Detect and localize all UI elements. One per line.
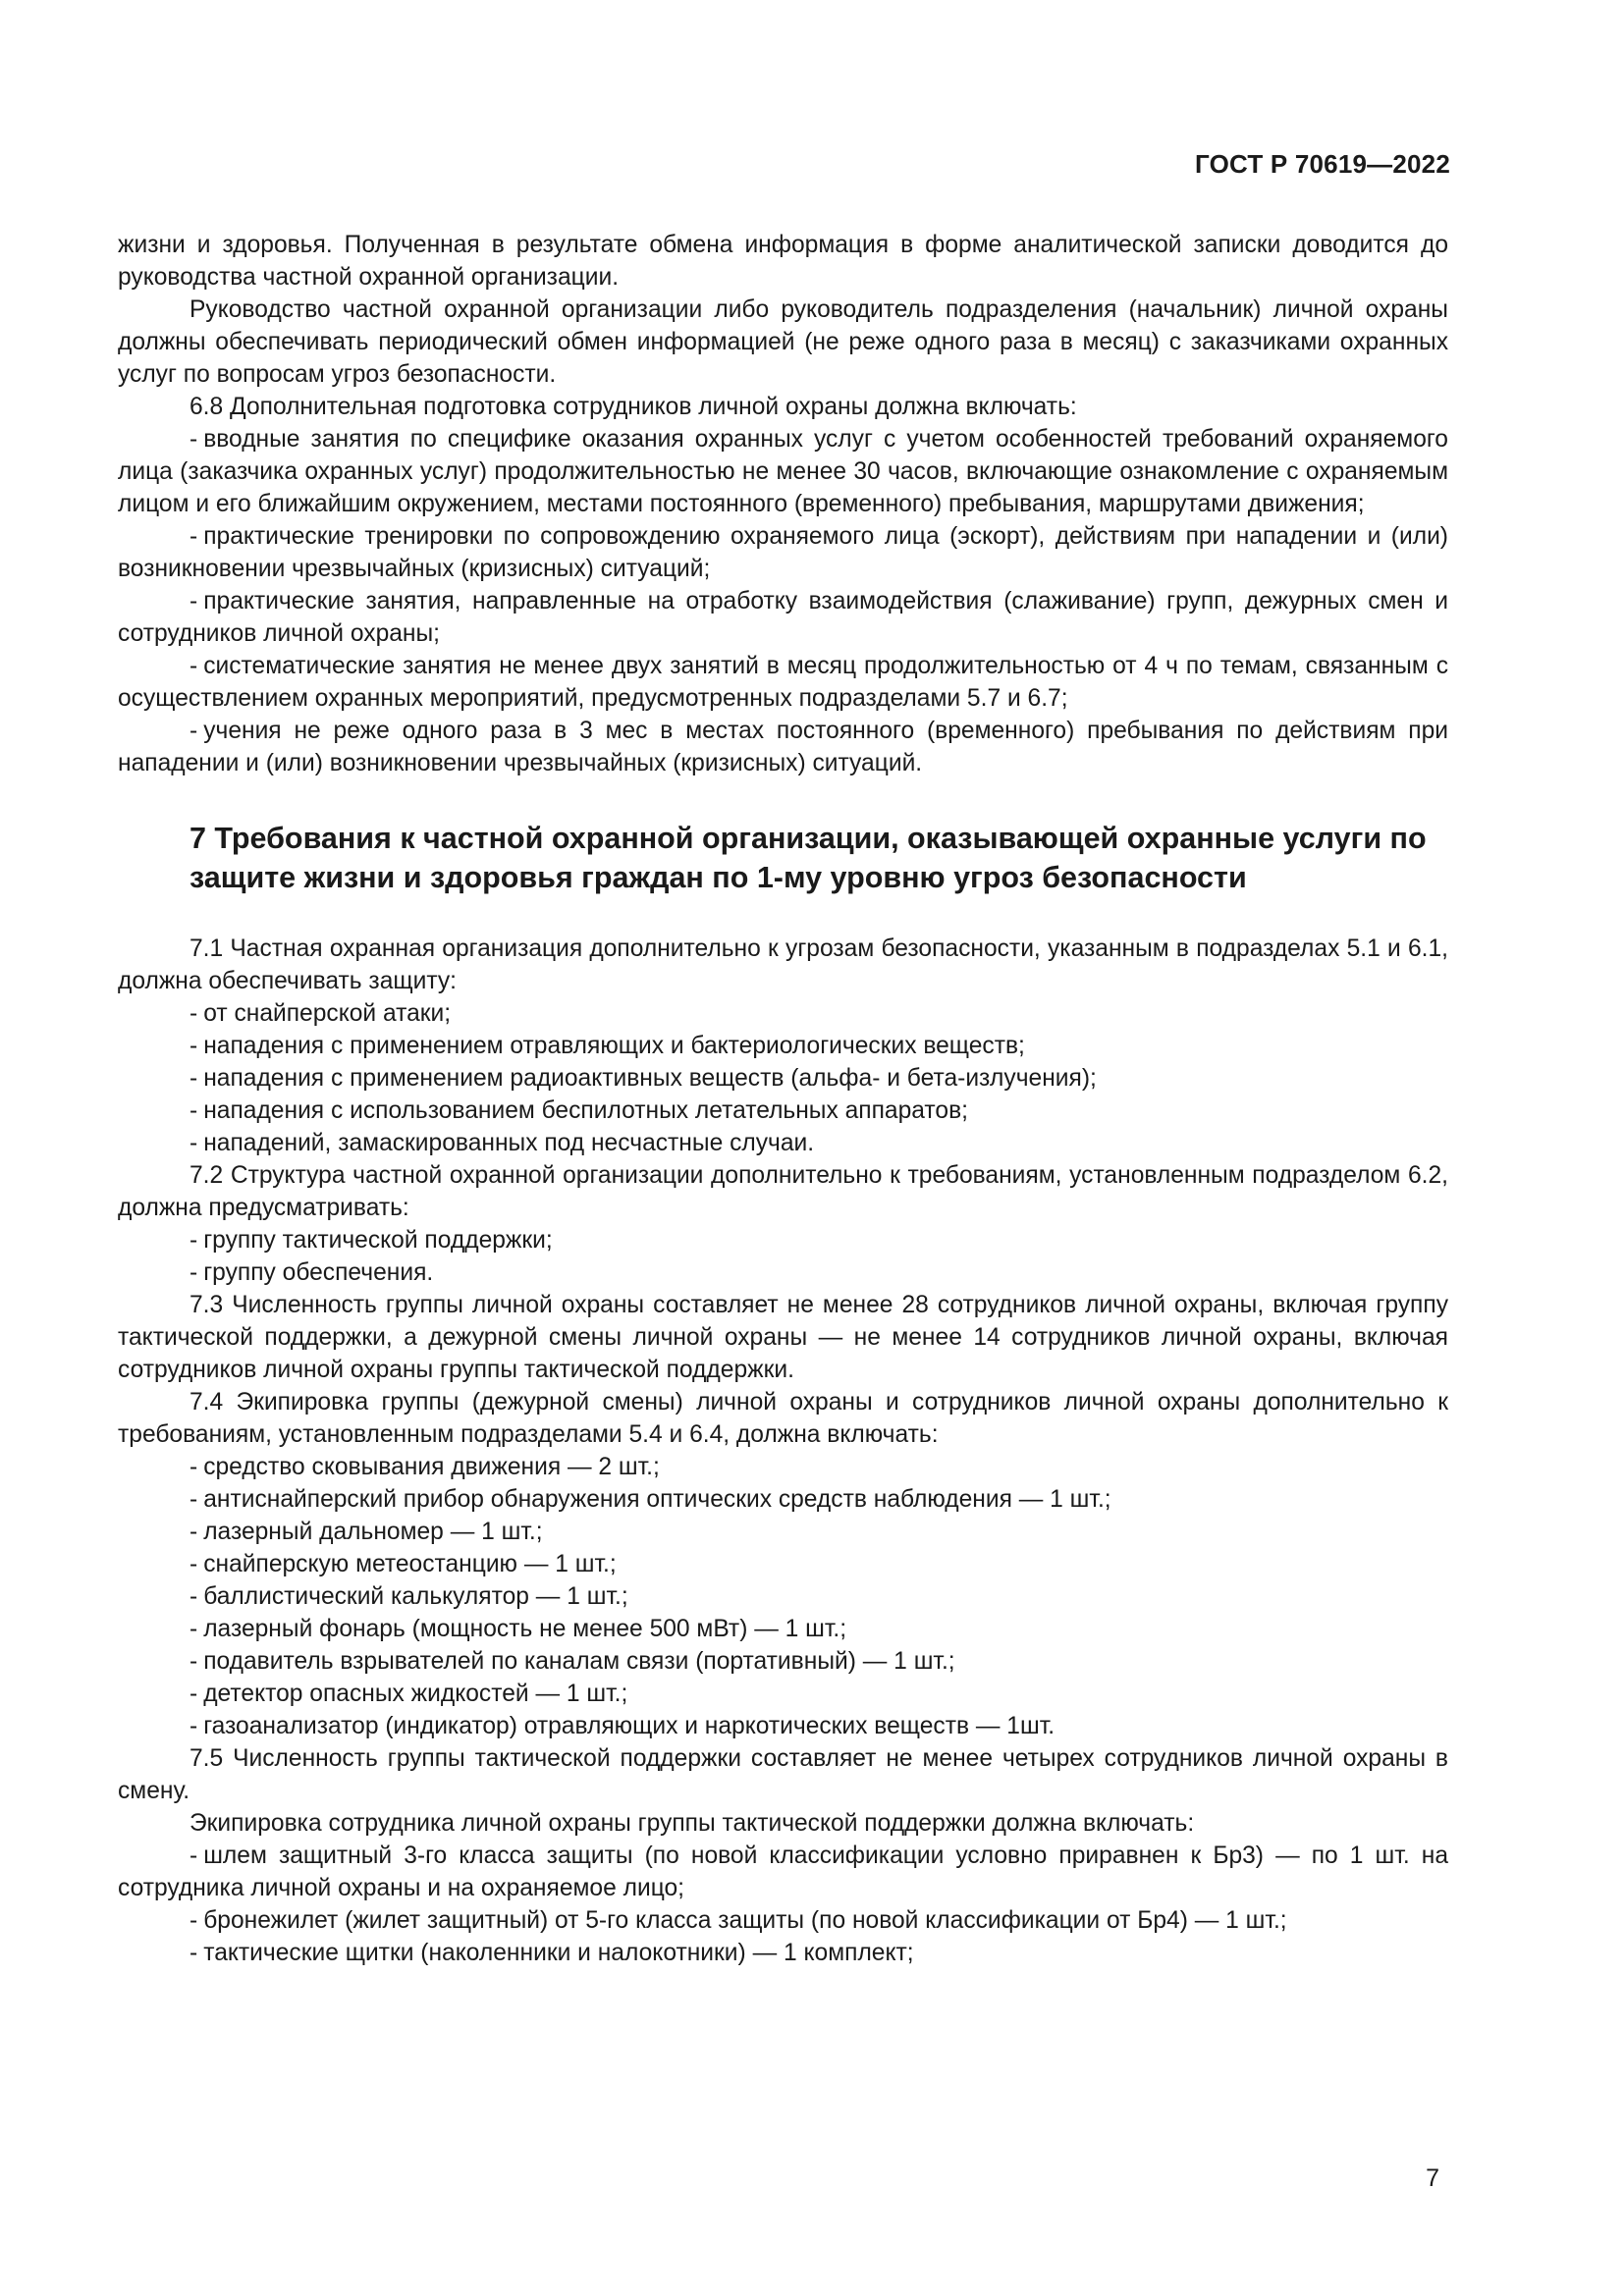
paragraph-info-exchange: Руководство частной охранной организации либо руководитель подразделения (начальник) личной охраны должны обеспечивать периодический обмен информацией (не реже одного раза в месяц) с заказчиками охранных услуг по вопросам угроз безопасности. — [118, 296, 1448, 388]
list-7-1 — [118, 997, 1448, 1159]
list-item: - вводные занятия по специфике оказания охранных услуг с учетом особенностей требований охраняемого лица (заказчика охранных услуг) продолжительностью не менее 30 часов, включающие ознакомление с охраняемым лицом и его ближайшим окружением, местами постоянного (временного) пребывания, маршрутами движения; — [118, 426, 1448, 517]
list-6-8 — [118, 423, 1448, 779]
paragraph-7-3: 7.3 Численность группы личной охраны составляет не менее 28 сотрудников личной охраны, включая группу тактической поддержки, а дежурной смены личной охраны — не менее 14 сотрудников личной охраны, включая сотрудников личной охраны группы тактической поддержки. — [118, 1292, 1448, 1383]
paragraph-7-2: 7.2 Структура частной охранной организации дополнительно к требованиям, установленным подразделом 6.2, должна предусматривать: — [118, 1162, 1448, 1221]
list-item: - детектор опасных жидкостей — 1 шт.; — [189, 1681, 628, 1707]
paragraph-7-4: 7.4 Экипировка группы (дежурной смены) личной охраны и сотрудников личной охраны дополнительно к требованиям, установленным подразделами 5.4 и 6.4, должна включать: — [118, 1389, 1448, 1448]
paragraph-6-8: 6.8 Дополнительная подготовка сотрудников личной охраны должна включать: — [189, 394, 1077, 420]
paragraph-continuation: жизни и здоровья. Полученная в результате обмена информация в форме аналитической записки доводится до руководства частной охранной организации. — [118, 232, 1448, 291]
document-code-header: ГОСТ Р 70619—2022 — [1195, 149, 1450, 179]
list-item: - нападения с применением радиоактивных веществ (альфа- и бета-излучения); — [189, 1065, 1097, 1092]
list-item: - нападения с использованием беспилотных летательных аппаратов; — [189, 1097, 968, 1124]
list-item: - средство сковывания движения — 2 шт.; — [189, 1454, 660, 1480]
list-item: - снайперскую метеостанцию — 1 шт.; — [189, 1551, 617, 1577]
paragraph-7-5: 7.5 Численность группы тактической поддержки составляет не менее четырех сотрудников личной охраны в смену. — [118, 1745, 1448, 1804]
list-item: - лазерный дальномер — 1 шт.; — [189, 1519, 543, 1545]
list-item: - нападений, замаскированных под несчастные случаи. — [189, 1130, 815, 1156]
list-item: - лазерный фонарь (мощность не менее 500 мВт) — 1 шт.; — [189, 1616, 847, 1642]
section-heading-7: 7 Требования к частной охранной организации, оказывающей охранные услуги по защите жизни и здоровья граждан по 1-му уровню угроз безопасности — [189, 822, 1427, 894]
paragraph-7-1: 7.1 Частная охранная организация дополнительно к угрозам безопасности, указанным в подразделах 5.1 и 6.1, должна обеспечивать защиту: — [118, 935, 1448, 994]
list-item: - группу обеспечения. — [189, 1259, 434, 1286]
list-item: - шлем защитный 3-го класса защиты (по новой классификации условно приравнен к Бр3) — по 1 шт. на сотрудника личной охраны и на охраняемое лицо; — [118, 1842, 1448, 1901]
list-item: - бронежилет (жилет защитный) от 5-го класса защиты (по новой классификации от Бр4) — 1 шт.; — [189, 1907, 1287, 1934]
list-7-2 — [118, 1224, 1448, 1289]
list-item: - антиснайперский прибор обнаружения оптических средств наблюдения — 1 шт.; — [189, 1486, 1111, 1513]
page-number: 7 — [1426, 2164, 1439, 2192]
list-item: - тактические щитки (наколенники и налокотники) — 1 комплект; — [189, 1940, 914, 1966]
list-item: - группу тактической поддержки; — [189, 1227, 553, 1254]
list-item: - газоанализатор (индикатор) отравляющих и наркотических веществ — 1шт. — [189, 1713, 1056, 1739]
list-item: - подавитель взрывателей по каналам связи (портативный) — 1 шт.; — [189, 1648, 955, 1675]
list-7-4 — [118, 1451, 1448, 1742]
paragraph-7-5-equipment: Экипировка сотрудника личной охраны группы тактической поддержки должна включать: — [189, 1810, 1195, 1837]
list-item: - баллистический калькулятор — 1 шт.; — [189, 1583, 628, 1610]
list-item: - нападения с применением отравляющих и бактериологических веществ; — [189, 1033, 1025, 1059]
list-item: - практические тренировки по сопровождению охраняемого лица (эскорт), действиям при нападении и (или) возникновении чрезвычайных (кризисных) ситуаций; — [118, 523, 1448, 582]
list-7-5 — [118, 1840, 1448, 1969]
document-body — [118, 229, 1448, 1969]
list-item: - от снайперской атаки; — [189, 1000, 452, 1027]
list-item: - учения не реже одного раза в 3 мес в местах постоянного (временного) пребывания по действиям при нападении и (или) возникновении чрезвычайных (кризисных) ситуаций. — [118, 718, 1448, 776]
list-item: - систематические занятия не менее двух занятий в месяц продолжительностью от 4 ч по темам, связанным с осуществлением охранных мероприятий, предусмотренных подразделами 5.7 и 6.7; — [118, 653, 1448, 712]
list-item: - практические занятия, направленные на отработку взаимодействия (слаживание) групп, дежурных смен и сотрудников личной охраны; — [118, 588, 1448, 647]
